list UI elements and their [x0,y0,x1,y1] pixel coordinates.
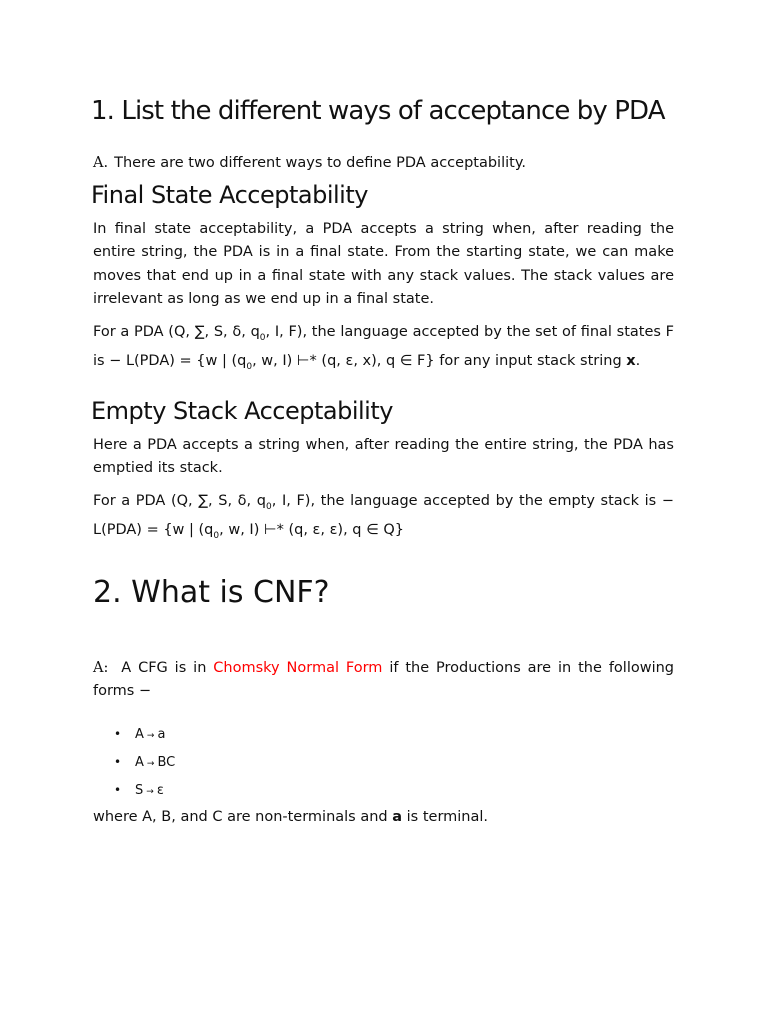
arrow-icon: → [146,759,155,769]
answer-text: There are two different ways to define PDA acceptability. [114,155,526,171]
text-run: , w, I) ⊢* (q, ε, x), q ∈ F} for any input stack string [252,353,627,370]
bold-term: a [392,809,403,825]
text-run: For a PDA (Q, ∑, S, δ, q [93,493,266,509]
question-1-answer [93,152,674,175]
question-2-answer [93,657,674,704]
question-1-title: 1. List the different ways of acceptance by PDA [91,96,665,126]
bullet-icon: • [114,755,122,769]
empty-stack-paragraph-2 [93,490,674,548]
text-run: if the Productions are in the following forms − [93,660,675,700]
text-run: , w, I) ⊢* (q, ε, ε), q ∈ Q} [219,522,404,539]
list-item [114,780,175,808]
closing-sentence [93,806,674,829]
bullet-icon: • [114,727,122,741]
bold-term: x [626,353,636,370]
text-run: . [635,353,641,370]
text-run: , I, F), the language accepted by the set of final states F is − L(PDA) = {w | (q [93,324,675,370]
question-2-title: 2. What is CNF? [93,575,330,610]
arrow-icon: → [146,787,154,797]
text-run: , I, F), the language accepted by the empty stack is − L(PDA) = {w | (q [93,493,675,539]
answer-label: A. [93,155,109,171]
bullet-icon: • [114,783,122,797]
rule-rhs: ε [156,783,164,798]
rule-lhs: S [135,783,144,798]
list-item [114,752,175,780]
final-state-paragraph-1: In final state acceptability, a PDA accepts a string when, after reading the entire string, the PDA is in a final state. From the starting state, we can make moves that end up in a final state with any stack values. The stack values are irrelevant as long as we end up in a final state. [93,221,674,307]
empty-stack-paragraph-1: Here a PDA accepts a string when, after reading the entire string, the PDA has emptied its stack. [93,437,674,477]
text-run: For a PDA (Q, ∑, S, δ, q [93,324,260,340]
answer-label: A: [93,660,109,676]
final-state-heading: Final State Acceptability [91,181,368,209]
text-run: is terminal. [402,809,489,825]
rule-rhs: BC [157,755,176,770]
subscript: 0 [259,332,266,343]
text-run: where A, B, and C are non-terminals and [93,809,393,825]
list-item [114,724,175,752]
rule-rhs: a [157,727,166,742]
production-rules-list [114,724,175,808]
arrow-icon: → [146,731,155,741]
rule-lhs: A [135,727,144,742]
chomsky-normal-form-link[interactable]: Chomsky Normal Form [213,660,383,676]
final-state-paragraph-2 [93,321,674,379]
subscript: 0 [213,531,220,542]
subscript: 0 [266,501,272,512]
subscript: 0 [246,362,253,373]
text-run: A CFG is in [121,660,214,676]
rule-lhs: A [135,755,144,770]
empty-stack-heading: Empty Stack Acceptability [91,397,393,425]
